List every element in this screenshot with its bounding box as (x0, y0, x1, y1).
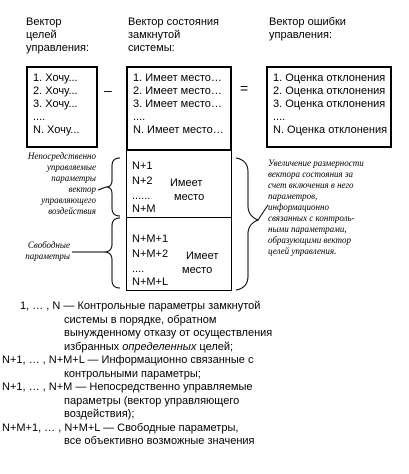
legend-line: параметры (вектор управляющего (64, 394, 240, 407)
legend-line: все объективно возможные значения (64, 435, 255, 447)
legend-line: 1, … , N — Контрольные параметры замкнутой (20, 300, 261, 312)
direct-arrow (98, 187, 106, 190)
legend-line (20, 341, 405, 355)
minus-operator: – (104, 82, 112, 98)
direct-line: N+2 (132, 175, 153, 187)
free-line: N+M+2 (132, 248, 169, 260)
legend-line: воздействия); (64, 408, 135, 420)
equals-operator: = (240, 80, 249, 96)
direct-line: N+1 (132, 160, 153, 172)
legend (2, 300, 405, 449)
free-params-note: Свободные параметры (25, 240, 70, 261)
extension-brace (236, 158, 258, 290)
direct-value: место (174, 191, 205, 203)
state-row: .... (133, 111, 146, 123)
legend-italic-text: определенных (122, 340, 197, 353)
error-row: 2. Оценка отклонения (273, 85, 386, 97)
direct-brace (106, 158, 120, 216)
free-line: N+M+1 (132, 233, 169, 245)
legend-line: контрольными параметры; (64, 367, 201, 380)
free-line: N+M+L (132, 276, 169, 288)
error-row: 1. Оценка отклонения (273, 72, 386, 84)
state-row: 1. Имеет место… (133, 72, 222, 84)
state-row: N. Имеет место… (133, 124, 224, 136)
free-brace (104, 218, 120, 288)
legend-line: вынужденному отказу от осуществления (64, 327, 273, 339)
direct-line: N+M (132, 203, 156, 215)
legend-text: целей; (196, 340, 234, 353)
legend-line: N+M+1, … , N+M+L — Свободные параметры, (2, 421, 239, 434)
legend-line: N+1, … , N+M — Непосредственно управляемые (2, 381, 253, 393)
free-line: .... (132, 263, 145, 275)
state-row: 3. Имеет место… (133, 98, 222, 110)
direct-value: Имеет (170, 177, 203, 189)
dimension-note: Увеличение размерности вектора состояния за счет включения в него параметров, информационно связанных с контроль- ными параметрами, образующими вектор целей управления. (268, 158, 364, 256)
error-row: 3. Оценка отклонения (273, 98, 386, 110)
goals-row: .... (33, 111, 46, 123)
state-row: 2. Имеет место… (133, 85, 222, 97)
direct-line: ...... (132, 190, 151, 202)
legend-text: избранных (64, 340, 123, 353)
goals-row: 3. Хочу... (33, 98, 78, 110)
error-vector-header: Вектор ошибки управления: (269, 16, 346, 41)
goals-row: 1. Хочу... (33, 72, 78, 84)
extension-arrow (258, 205, 268, 220)
goals-row: N. Хочу... (33, 124, 80, 136)
free-value: Имеет (186, 250, 219, 262)
legend-line: N+1, … , N+M+L — Информационно связанные с (2, 354, 254, 366)
direct-params-note: Непосредственно управляемые параметры вектор управляющего воздействия (27, 151, 96, 216)
goals-row: 2. Хочу... (33, 85, 78, 97)
error-row: .... (273, 111, 286, 123)
state-vector-header: Вектор состояния замкнутой системы: (128, 16, 220, 54)
legend-line: системы в порядке, обратном (64, 313, 217, 326)
goals-vector-header: Вектор целей управления: (26, 16, 90, 54)
error-row: N. Оценка отклонения (273, 124, 388, 136)
free-value: место (182, 264, 213, 276)
